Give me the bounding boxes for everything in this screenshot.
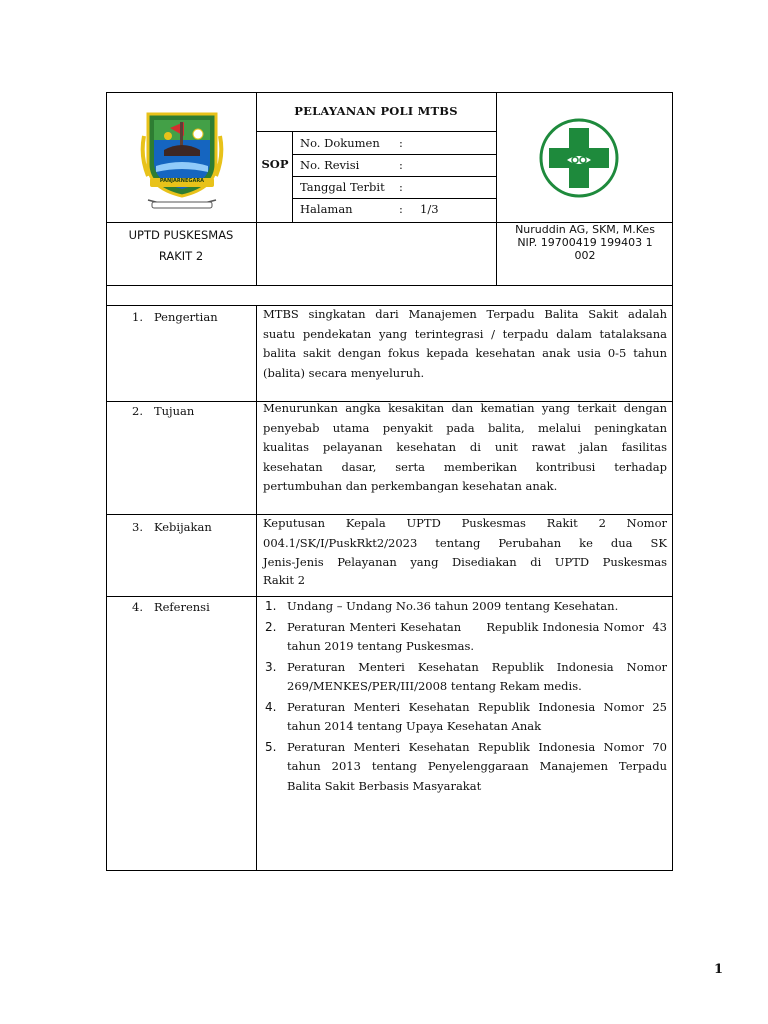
section-label-kebijakan: 3. Kebijakan [132,520,212,534]
body-line: 004.1/SK/I/PuskRkt2/2023 tentang Perubahan ke dua SK [263,535,667,550]
organization-name [106,225,256,267]
reference-number: 3. [265,659,277,674]
meta-colon: : [399,180,403,194]
reference-item [265,597,667,617]
reference-text: Undang – Undang No.36 tahun 2009 tentang Kesehatan. [287,599,619,613]
section-body-tujuan [263,399,667,497]
body-line: penyebab utama penyakit pada balita, melalui peningkatan [263,420,667,435]
body-line: suatu pendekatan yang terintegrasi / terpadu dalam tatalaksana [263,326,667,341]
emblem-ribbon-text: PANJARNEGARA [159,178,205,184]
meta-label-revision: No. Revisi [300,158,360,172]
regency-emblem-icon [140,106,224,214]
body-line: kualitas pelayanan kesehatan di unit rawat jalan fasilitas [263,440,667,454]
reference-text: Peraturan Menteri Kesehatan Republik Indonesia Nomor 25 tahun 2014 tentang Upaya Kesehatan Anak [287,699,667,733]
body-line: balita sakit dengan fokus kepada kesehatan anak usia 0-5 tahun [263,346,667,360]
meta-divider [292,198,496,199]
body-line: pertumbuhan dan perkembangan kesehatan anak. [263,479,558,493]
section-body-pengertian [263,305,667,383]
signer-block [497,223,673,262]
meta-label-page: Halaman [300,202,353,216]
body-line: Menurunkan angka kesakitan dan kematian yang terkait dengan [263,401,667,415]
row-divider [106,285,673,286]
signer-name: Nuruddin AG, SKM, M.Kes [515,223,655,236]
meta-label-issue-date: Tanggal Terbit [300,180,385,194]
reference-item [265,738,667,797]
section-label-tujuan: 2. Tujuan [132,404,195,418]
page-number: 1 [714,962,724,977]
meta-divider [292,154,496,155]
section-body-kebijakan [263,514,667,588]
signer-nip-continued: 002 [574,249,596,262]
meta-colon: : [399,136,403,150]
section-label-pengertian: 1. Pengertian [132,310,218,324]
body-line: (balita) secara menyeluruh. [263,365,425,380]
body-line: kesehatan dasar, serta memberikan kontribusi terhadap [263,459,667,474]
puskesmas-logo-icon [537,116,621,200]
body-line: MTBS singkatan dari Manajemen Terpadu Balita Sakit adalah [263,307,667,321]
meta-value-page: 1/3 [420,202,439,216]
body-line: Rakit 2 [263,572,306,587]
sop-label: SOP [261,157,289,171]
organization-line-1: UPTD PUSKESMAS [128,228,234,242]
reference-number: 2. [265,619,277,634]
document-title: PELAYANAN POLI MTBS [294,104,458,118]
organization-line-2: RAKIT 2 [158,249,204,263]
column-divider [256,92,257,285]
meta-colon: : [399,202,403,216]
reference-item [265,618,671,657]
reference-text: Peraturan Menteri Kesehatan Republik Indonesia Nomor 269/MENKES/PER/III/2008 tentang Rekam medis. [287,659,667,693]
reference-list [265,597,671,797]
section-label-referensi: 4. Referensi [132,600,210,614]
reference-item [265,658,667,697]
reference-text: Peraturan Menteri Kesehatan Republik Indonesia Nomor 43 tahun 2019 tentang Puskesmas. [287,619,671,653]
meta-colon: : [399,158,403,172]
body-line: Jenis-Jenis Pelayanan yang Disediakan di UPTD Puskesmas [263,555,667,569]
reference-number: 5. [265,739,277,754]
reference-number: 1. [265,599,277,613]
signer-nip: NIP. 19700419 199403 1 [517,236,653,249]
meta-label-document-number: No. Dokumen [300,136,380,150]
body-line: Keputusan Kepala UPTD Puskesmas Rakit 2 Nomor [263,516,667,530]
reference-text: Peraturan Menteri Kesehatan Republik Indonesia Nomor 70 tahun 2013 tentang Penyelenggaraan Manajemen Terpadu Balita Sakit Berbasis Masyarakat [287,739,667,793]
meta-divider [292,176,496,177]
sop-divider [292,131,293,222]
column-divider [256,305,257,871]
reference-item [265,698,667,737]
reference-number: 4. [265,699,277,714]
